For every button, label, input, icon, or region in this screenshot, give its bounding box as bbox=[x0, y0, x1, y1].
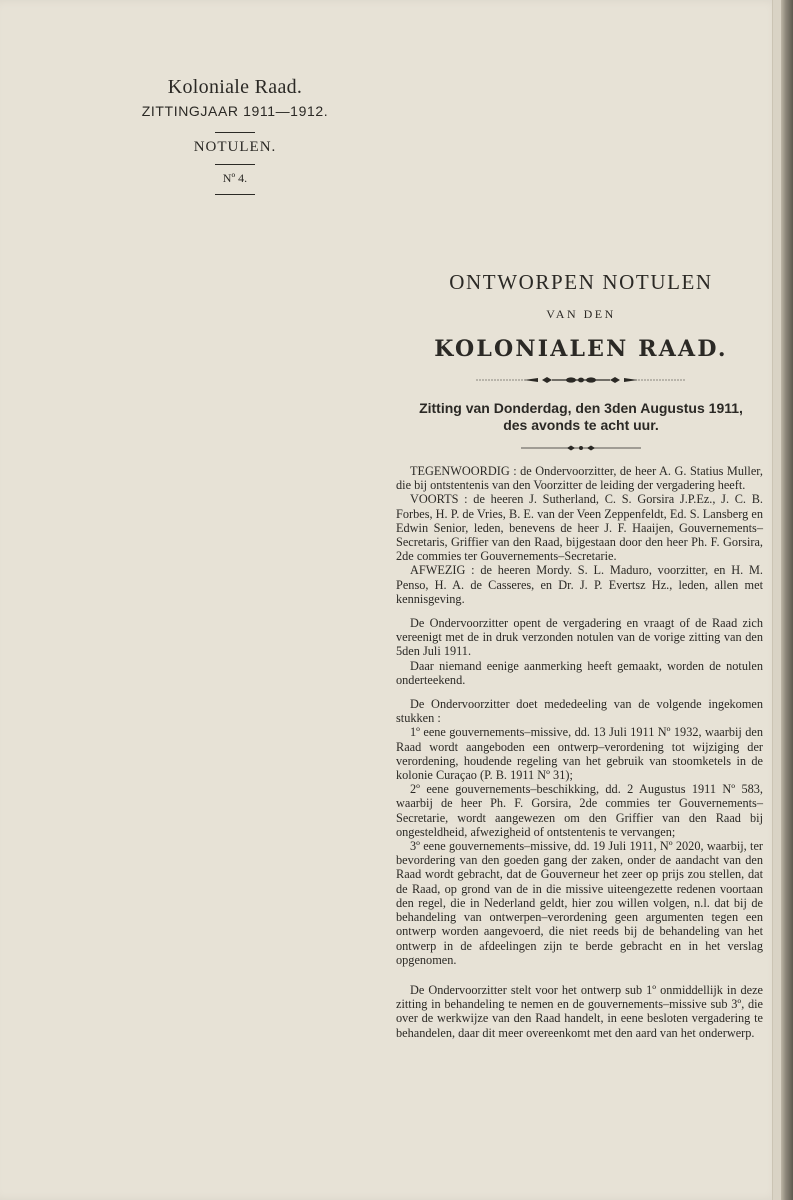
session-year: ZITTINGJAAR 1911—1912. bbox=[141, 103, 329, 119]
page-edge bbox=[781, 0, 793, 1200]
attendance-present: TEGENWOORDIG : de Ondervoorzitter, de heer A. G. Statius Muller, die bij ontstentenis van den Voorzitter de leiding der vergadering heeft. bbox=[396, 464, 763, 493]
heading-line-3: KOLONIALEN RAAD. bbox=[434, 336, 728, 362]
minutes-body bbox=[396, 464, 763, 1040]
heading-line-2: VAN DEN bbox=[546, 307, 616, 321]
session-date bbox=[398, 400, 764, 434]
item-3: 3º eene gouvernements–missive, dd. 19 Juli 1911, Nº 2020, waarbij, ter bevordering van den goeden gang der zaken, onder de aandacht van den Raad wordt gebracht, dat de Gouverneur het zeer op prijs zou stellen, dat de Raad, op grond van de in die missive uiteengezette redenen voortaan den regel, die in Nederland geldt, hier zou willen volgen, n.l. dat bij de behandeling van ontwerpen–verordening geen argumenten tegen een ontwerp worden aangevoerd, die niet reeds bij de behandeling van het ontwerp in de afdeelingen zijn te berde gebracht en in het verslag opgenomen. bbox=[396, 839, 763, 967]
paragraph-approval: Daar niemand eenige aanmerking heeft gemaakt, worden de notulen onderteekend. bbox=[396, 658, 763, 687]
item-1: 1º eene gouvernements–missive, dd. 13 Juli 1911 Nº 1932, waarbij den Raad wordt aangeboden een ontwerp–verordening tot wijziging der verordening, houdende regeling van het gebruik van stoomketels in de kolonie Curaçao (P. B. 1911 Nº 31); bbox=[396, 725, 763, 783]
divider bbox=[215, 194, 255, 195]
paragraph-opening: De Ondervoorzitter opent de vergadering en vraagt of de Raad zich vereenigt met de in druk verzonden notulen van de vorige zitting van den 5den Juli 1911. bbox=[396, 616, 763, 659]
issue-number: Nº 4. bbox=[222, 171, 248, 185]
title-block bbox=[398, 270, 764, 452]
attendance-absent: AFWEZIG : de heeren Mordy. S. L. Maduro, voorzitter, en H. M. Penso, H. A. de Casseres, en Dr. J. P. Evertsz Hz., leden, allen met kennisgeving. bbox=[396, 563, 763, 606]
divider bbox=[215, 132, 255, 133]
heading-line-1: ONTWORPEN NOTULEN bbox=[449, 270, 713, 294]
divider bbox=[215, 164, 255, 165]
publication-header bbox=[140, 76, 330, 195]
ornament-divider bbox=[476, 374, 686, 386]
session-line-2: des avonds te acht uur. bbox=[503, 417, 659, 433]
item-2: 2º eene gouvernements–beschikking, dd. 2 Augustus 1911 Nº 583, waarbij de heer Ph. F. Gorsira, 2de commies ter Gouvernements–Secretarie, wordt aangewezen om den Griffier van den Raad bij ongesteldheid, afwezigheid of ontstentenis te vervangen; bbox=[396, 782, 763, 839]
attendance-also: VOORTS : de heeren J. Sutherland, C. S. Gorsira J.P.Ez., J. C. B. Forbes, H. P. de Vries, B. E. van der Veen Zeppenfeldt, Ed. S. Lansberg en Edwin Senior, leden, benevens de heer J. F. Haaijen, Gouvernements–Secretaris, Griffier van den Raad, bijgestaan door den heer Ph. F. Gorsira, 2de commies ter Gouvernements–Secretarie. bbox=[396, 492, 763, 564]
small-ornament bbox=[521, 444, 641, 452]
paragraph-announcement: De Ondervoorzitter doet mededeeling van de volgende ingekomen stukken : bbox=[396, 697, 763, 726]
council-name: Koloniale Raad. bbox=[167, 76, 303, 98]
paragraph-proposal: De Ondervoorzitter stelt voor het ontwerp sub 1º onmiddellijk in deze zitting in behandeling te nemen en de gouvernements–missive sub 3º, die over de werkwijze van den Raad handelt, in eene besloten vergadering te behandelen, daar dit meer overeenkomt met den aard van het onderwerp. bbox=[396, 982, 763, 1040]
notulen-label: NOTULEN. bbox=[193, 139, 277, 155]
session-line-1: Zitting van Donderdag, den 3den Augustus 1911, bbox=[419, 400, 743, 416]
